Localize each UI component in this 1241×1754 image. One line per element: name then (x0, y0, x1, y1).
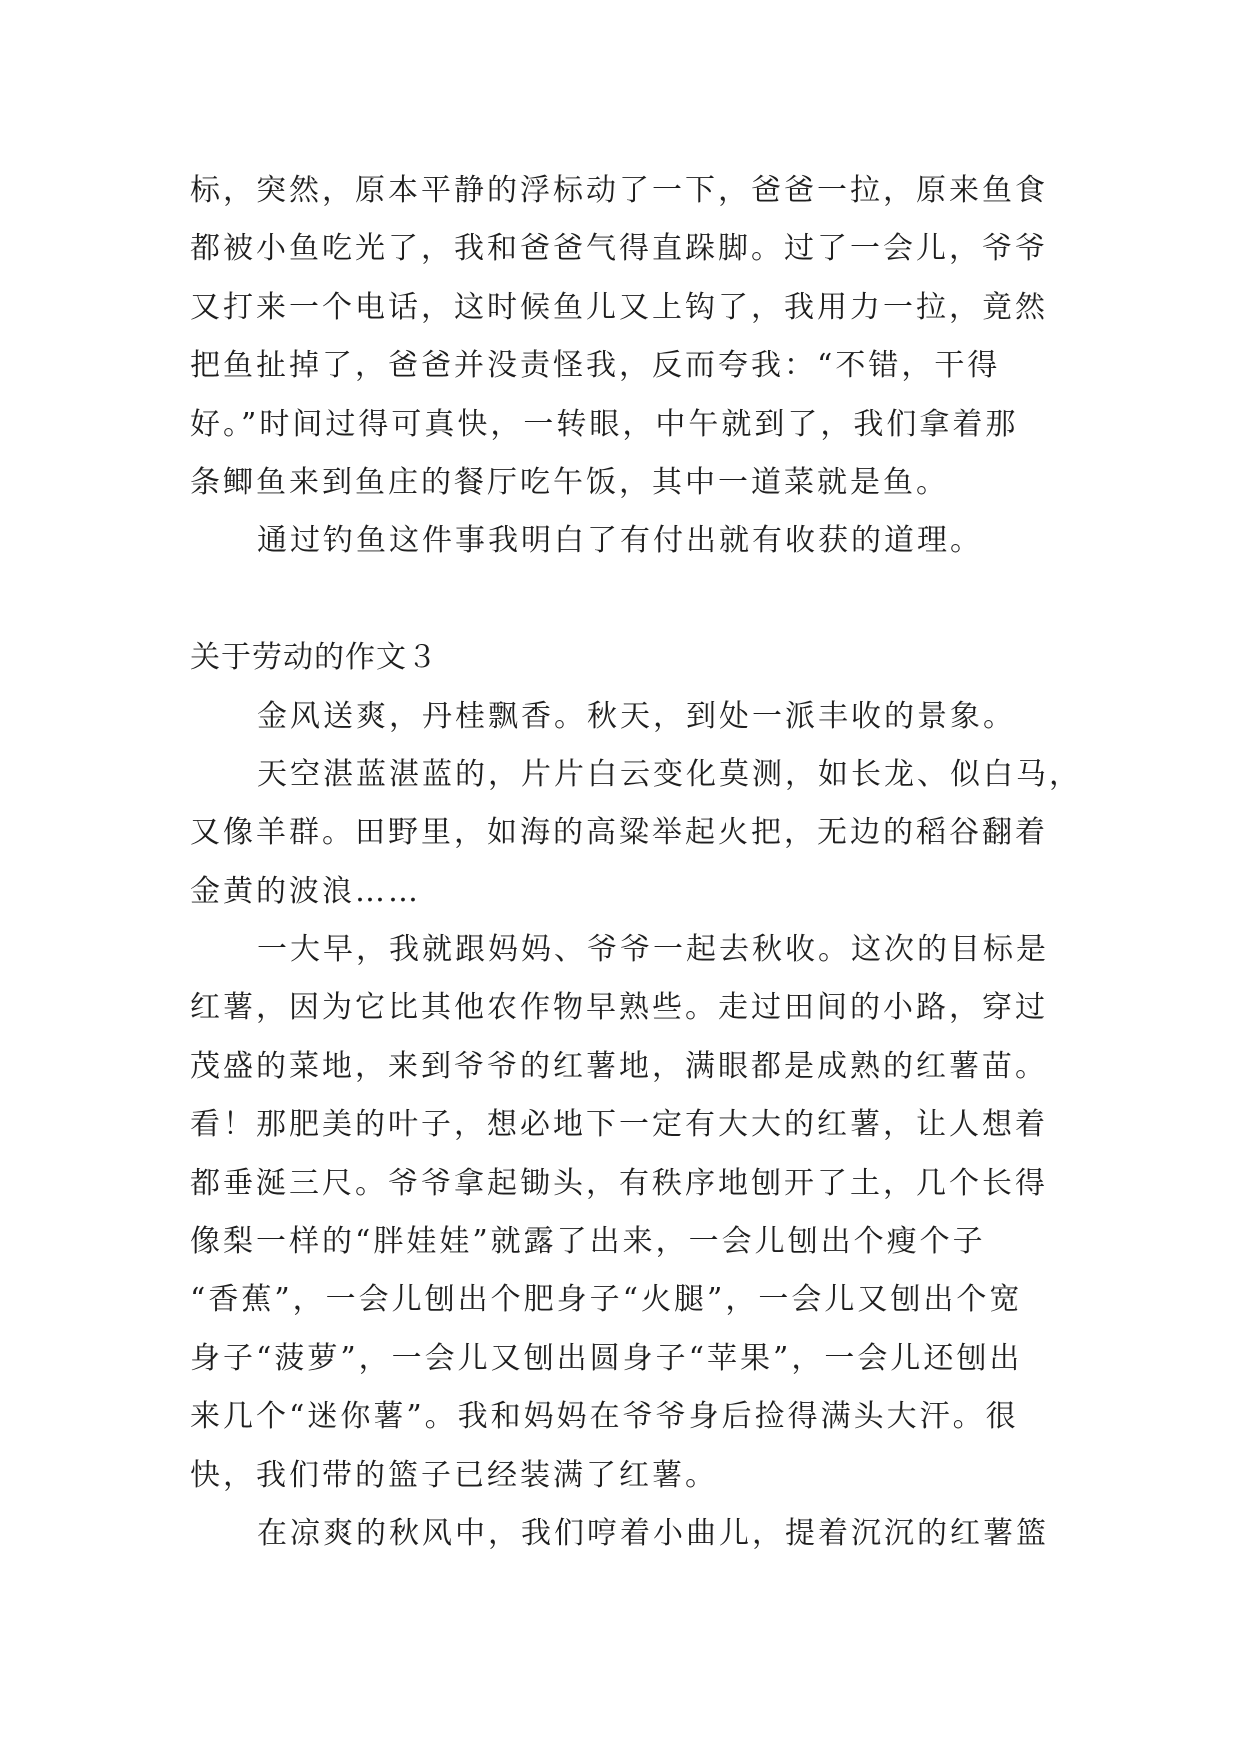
paragraph-4: 在凉爽的秋风中，我们哼着小曲儿，提着沉沉的红薯篮 (257, 1515, 1049, 1551)
text-line: 条鲫鱼来到鱼庄的餐厅吃午饭，其中一道菜就是鱼。 (190, 464, 949, 500)
text-line: 把鱼扯掉了，爸爸并没责怪我，反而夸我：“不错，干得 (190, 348, 1001, 384)
paragraph-3-line: 都垂涎三尺。爷爷拿起锄头，有秩序地刨开了土，几个长得 (190, 1165, 1048, 1201)
paragraph-3-line: 快，我们带的篮子已经装满了红薯。 (190, 1457, 718, 1493)
paragraph-3-line: 一大早，我就跟妈妈、爷爷一起去秋收。这次的目标是 (257, 932, 1049, 968)
paragraph-2-line: 天空湛蓝湛蓝的，片片白云变化莫测，如长龙、似白马， (257, 756, 1082, 792)
body-text (190, 162, 1082, 1563)
text-line: 都被小鱼吃光了，我和爸爸气得直跺脚。过了一会儿，爷爷 (190, 231, 1048, 267)
paragraph-1: 金风送爽，丹桂飘香。秋天，到处一派丰收的景象。 (257, 698, 1016, 734)
text-line: 好。”时间过得可真快，一转眼，中午就到了，我们拿着那 (190, 406, 1019, 442)
paragraph-2-line: 金黄的波浪…… (190, 873, 421, 909)
paragraph-3-line: 像梨一样的“胖娃娃”就露了出来，一会儿刨出个瘦个子 (190, 1224, 986, 1260)
text-line: 又打来一个电话，这时候鱼儿又上钩了，我用力一拉，竟然 (190, 289, 1048, 325)
conclusion-paragraph: 通过钓鱼这件事我明白了有付出就有收获的道理。 (257, 523, 983, 559)
paragraph-2-line: 又像羊群。田野里，如海的高粱举起火把，无边的稻谷翻着 (190, 815, 1048, 851)
paragraph-3-line: 茂盛的菜地，来到爷爷的红薯地，满眼都是成熟的红薯苗。 (190, 1048, 1048, 1084)
paragraph-3-line: 看！那肥美的叶子，想必地下一定有大大的红薯，让人想着 (190, 1107, 1048, 1143)
section-gap (190, 571, 1070, 629)
text-line: 标，突然，原本平静的浮标动了一下，爸爸一拉，原来鱼食 (190, 173, 1048, 208)
paragraph-3-line: 来几个“迷你薯”。我和妈妈在爷爷身后捡得满头大汗。很 (190, 1399, 1019, 1435)
section-title: 关于劳动的作文３ (190, 640, 438, 676)
paragraph-3-line: 红薯，因为它比其他农作物早熟些。走过田间的小路，穿过 (190, 990, 1048, 1026)
paragraph-3-line: “香蕉”，一会儿刨出个肥身子“火腿”，一会儿又刨出个宽 (190, 1282, 1023, 1318)
paragraph-3-line: 身子“菠萝”，一会儿又刨出圆身子“苹果”，一会儿还刨出 (190, 1340, 1023, 1376)
